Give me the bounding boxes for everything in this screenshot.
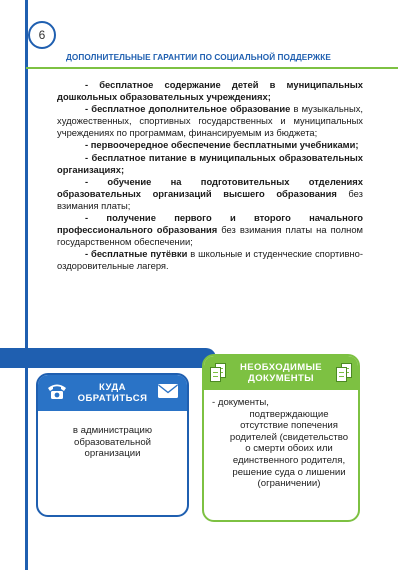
required-documents-header [204, 356, 358, 390]
where-to-apply-text: в администрацию образовательной организации [72, 425, 153, 460]
page-number: 6 [38, 28, 46, 42]
page-number-badge [28, 21, 56, 49]
required-documents-title: НЕОБХОДИМЫЕ ДОКУМЕНТЫ [239, 362, 323, 384]
list-item: - бесплатное питание в муниципальных образовательных организациях; [57, 151, 363, 175]
left-margin-rule [25, 0, 28, 570]
list-item: - обучение на подготовительных отделениях образовательных организаций высшего образования без взимания платы; [57, 175, 363, 211]
where-to-apply-card [36, 373, 189, 517]
documents-icon [210, 363, 226, 383]
documents-icon [336, 363, 352, 383]
where-to-apply-title: КУДА ОБРАТИТЬСЯ [77, 382, 148, 404]
phone-icon [46, 382, 68, 405]
title-underline [26, 67, 398, 69]
list-item: - первоочередное обеспечение бесплатными учебниками; [85, 139, 359, 151]
list-item: - бесплатное содержание детей в муниципальных дошкольных образовательных учреждениях; [57, 79, 363, 103]
guarantees-list [57, 79, 363, 273]
list-item: - бесплатные путёвки в школьные и студенческие спортивно-оздоровительные лагеря. [57, 248, 363, 272]
list-item: - бесплатное дополнительное образование в музыкальных, художественных, спортивных государственных и муниципальных учреждениях по программам, финансируемым из бюджета; [57, 103, 363, 139]
where-to-apply-header [38, 375, 187, 411]
required-documents-card [202, 354, 360, 522]
envelope-icon [157, 383, 179, 404]
section-tab-bar [0, 348, 216, 368]
required-documents-text: - документы, подтверждающие отсутствие попечения родителей (свидетельство о смерти обоих или единственного родителя, решение суда о лишении (ограничении) [212, 397, 349, 490]
list-item: - получение первого и второго начального профессионального образования без взимания платы на полном государственном обеспечении; [57, 212, 363, 248]
page-title: ДОПОЛНИТЕЛЬНЫЕ ГАРАНТИИ ПО СОЦИАЛЬНОЙ ПОДДЕРЖКЕ [66, 53, 331, 62]
